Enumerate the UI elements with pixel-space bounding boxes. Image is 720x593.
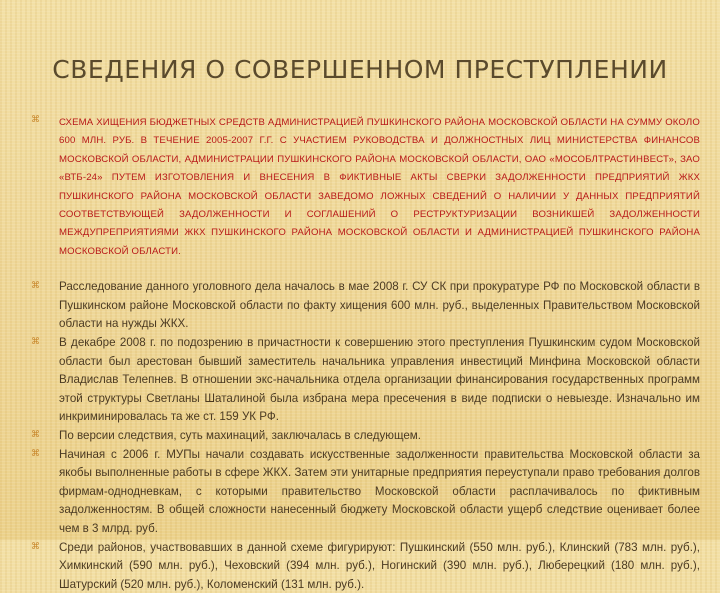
list-spacer	[30, 259, 700, 277]
item-text: По версии следствия, суть махинаций, заключалась в следующем.	[59, 429, 421, 442]
bullet-mark-icon: ⌘	[31, 429, 40, 439]
item-text: СХЕМА ХИЩЕНИЯ БЮДЖЕТНЫХ СРЕДСТВ АДМИНИСТРАЦИЕЙ ПУШКИНСКОГО РАЙОНА МОСКОВСКОЙ ОБЛАСТИ НА СУММУ ОКОЛО 600 МЛН. РУБ. В ТЕЧЕНИЕ 2005-2007 Г.Г. С УЧАСТИЕМ РУКОВОДСТВА И ДОЛЖНОСТНЫХ ЛИЦ МИНИСТЕРСТВА ФИНАНСОВ МОСКОВСКОЙ ОБЛАСТИ, АДМИНИСТРАЦИИ ПУШКИНСКОГО РАЙОНА МОСКОВСКОЙ ОБЛАСТИ, ОАО «МОСОБЛТРАСТИНВЕСТ», ЗАО «ВТБ-24» ПУТЕМ ИЗГОТОВЛЕНИЯ И ВНЕСЕНИЯ В ФИКТИВНЫЕ АКТЫ СВЕРКИ ЗАДОЛЖЕННОСТИ ПРЕДПРИЯТИЙ ЖКХ ПУШКИНСКОГО РАЙОНА МОСКОВСКОЙ ОБЛАСТИ ЗАВЕДОМО ЛОЖНЫХ СВЕДЕНИЙ О НАЛИЧИИ У ДАННЫХ ПРЕДПРИЯТИЙ СООТВЕТСТВУЮЩЕЙ ЗАДОЛЖЕННОСТИ И СОГЛАШЕНИЙ О РЕСТРУКТУРИЗАЦИИ ВОЗНИКШЕЙ ЗАДОЛЖЕННОСТИ МЕЖДУПРЕПРИЯТИЯМИ ЖКХ ПУШКИНСКОГО РАЙОНА МОСКОВСКОЙ ОБЛАСТИ И АДМИНИСТРАЦИЕЙ ПУШКИНСКОГО РАЙОНА МОСКОВСКОЙ ОБЛАСТИ.	[59, 117, 700, 257]
item-text: Среди районов, участвовавших в данной схеме фигурируют: Пушкинский (550 млн. руб.), Клинский (783 млн. руб.), Химкинский (590 млн. руб.), Чеховский (394 млн. руб.), Ногинский (390 млн. руб.), Люберецкий (180 млн. руб.), Шатурский (520 млн. руб.), Коломенский (131 млн. руб.).	[59, 540, 700, 591]
bullet-list	[30, 112, 700, 593]
bullet-mark-icon: ⌘	[31, 336, 40, 347]
list-item	[30, 538, 700, 593]
bullet-mark-icon: ⌘	[31, 540, 40, 551]
bullet-mark-icon: ⌘	[31, 114, 40, 124]
item-text: Начиная с 2006 г. МУПы начали создавать искусственные задолженности правительства Московской области за якобы выполненные работы в сфере ЖКХ. Затем эти унитарные предприятия переуступали право требования долгов фирмам-однодневкам, с которыми правительство Московской области расплачивалось по фиктивным задолженностям. В общей сложности нанесенный бюджету Московской области ущерб следствие оценивает более чем в 3 млрд. руб.	[59, 447, 700, 535]
slide-title: СВЕДЕНИЯ О СОВЕРШЕННОМ ПРЕСТУПЛЕНИИ	[52, 55, 668, 84]
list-item	[30, 445, 700, 538]
bullet-mark-icon: ⌘	[31, 447, 40, 458]
list-item	[30, 426, 700, 445]
list-item	[30, 333, 700, 426]
list-item	[30, 112, 700, 259]
bullet-mark-icon: ⌘	[31, 280, 40, 291]
item-text: Расследование данного уголовного дела началось в мае 2008 г. СУ СК при прокуратуре РФ по Московской области в Пушкинском районе Московской области по факту хищения 600 млн. руб., выделенных Правительством Московской области на нужды ЖКХ.	[59, 280, 700, 331]
list-item	[30, 277, 700, 333]
item-text: В декабре 2008 г. по подозрению в причастности к совершению этого преступления Пушкинским судом Московской области был арестован бывший заместитель начальника управления инвестиций Минфина Московской области Владислав Телепнев. В отношении экс-начальника отдела организации финансирования государственных программ этой структуры Светланы Шаталиной была избрана мера пресечения в виде подписки о невыезде. Изначально им инкриминировалась та же ст. 159 УК РФ.	[59, 336, 700, 424]
